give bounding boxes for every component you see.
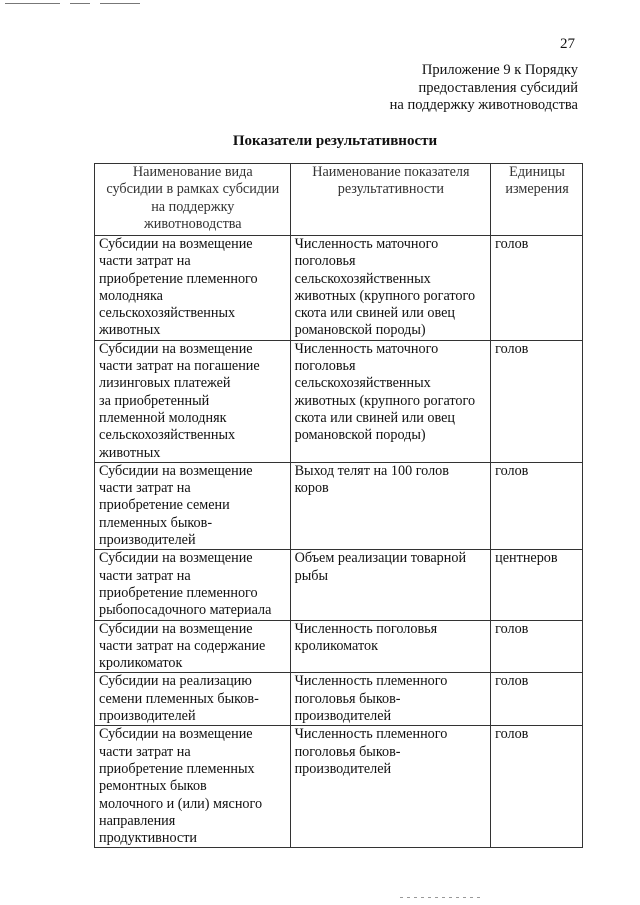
cell-indicator: Численность маточного поголовья сельскохозяйственных животных (крупного рогатого скота или свиней или овец романовской породы) [290,340,491,462]
cell-subsidy-type: Субсидии на возмещение части затрат на содержание кроликоматок [95,620,291,673]
table-header-row [95,164,583,236]
cell-subsidy-type: Субсидии на реализацию семени племенных быков- производителей [95,673,291,726]
cell-indicator: Численность поголовья кроликоматок [290,620,491,673]
cell-units: центнеров [491,550,583,620]
cell-subsidy-type: Субсидии на возмещение части затрат на приобретение семени племенных быков- производителей [95,462,291,549]
table-row [95,340,583,462]
cell-indicator: Численность племенного поголовья быков- производителей [290,726,491,848]
cell-units: голов [491,620,583,673]
cell-subsidy-type: Субсидии на возмещение части затрат на приобретение племенного рыбопосадочного материала [95,550,291,620]
cell-units: голов [491,462,583,549]
table-row [95,620,583,673]
header-units: Единицы измерения [491,164,583,236]
appendix-note [390,62,578,115]
table-row [95,462,583,549]
header-subsidy-type: Наименование вида субсидии в рамках субсидии на поддержку животноводства [95,164,291,236]
cell-units: голов [491,340,583,462]
page-number: 27 [560,36,575,52]
cell-indicator: Выход телят на 100 голов коров [290,462,491,549]
table-row [95,673,583,726]
appendix-line: на поддержку животноводства [389,97,578,113]
appendix-line: Приложение 9 к Порядку [421,62,578,78]
table-row [95,726,583,848]
cell-units: голов [491,236,583,341]
indicators-table [94,163,583,848]
document-title: Показатели результативности [232,133,438,149]
scan-artifact-line [100,3,140,4]
table-row [95,550,583,620]
appendix-line: предоставления субсидий [418,79,578,96]
cell-subsidy-type: Субсидии на возмещение части затрат на погашение лизинговых платежей за приобретенный племенной молодняк сельскохозяйственных животных [95,340,291,462]
cell-indicator: Численность маточного поголовья сельскохозяйственных животных (крупного рогатого скота или свиней или овец романовской породы) [290,236,491,341]
cell-subsidy-type: Субсидии на возмещение части затрат на приобретение племенных ремонтных быков молочного и (или) мясного направления продуктивности [95,726,291,848]
scan-artifact-line [400,897,480,898]
cell-indicator: Объем реализации товарной рыбы [290,550,491,620]
header-indicator: Наименование показателя результативности [290,164,491,236]
cell-units: голов [491,726,583,848]
scan-artifact-line [5,3,60,4]
cell-units: голов [491,673,583,726]
scan-artifact-line [70,3,90,4]
table-row [95,236,583,341]
cell-indicator: Численность племенного поголовья быков- производителей [290,673,491,726]
cell-subsidy-type: Субсидии на возмещение части затрат на приобретение племенного молодняка сельскохозяйственных животных [95,236,291,341]
